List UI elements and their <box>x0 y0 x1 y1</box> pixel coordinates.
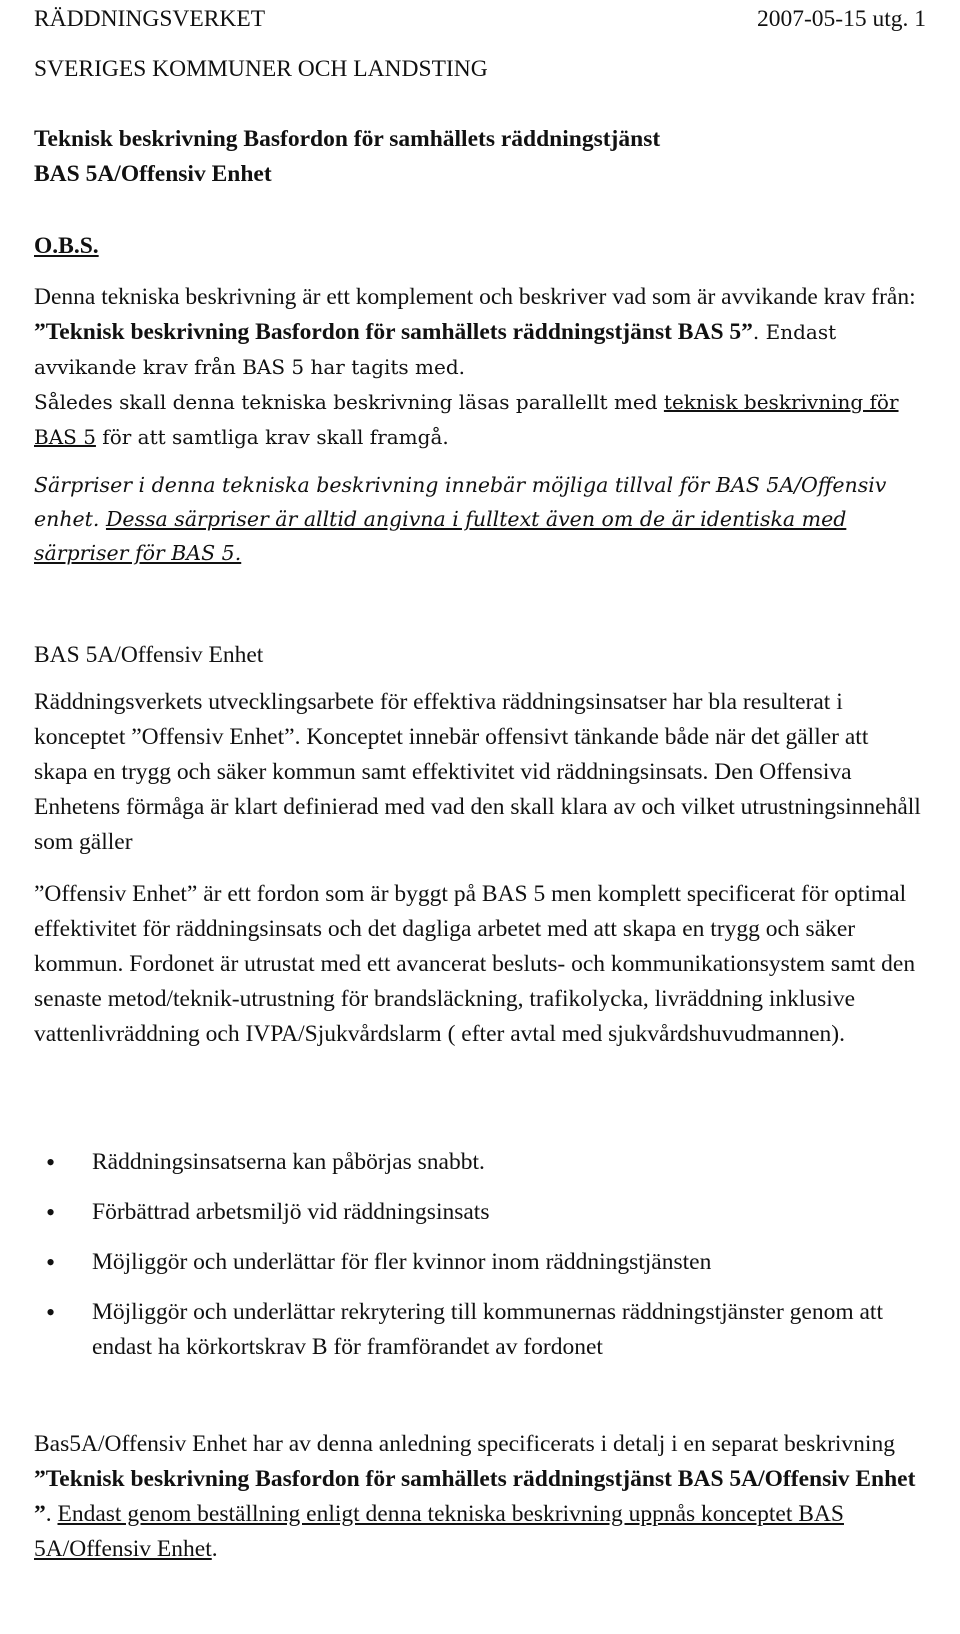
list-item <box>34 1145 926 1180</box>
section-paragraph-3 <box>34 1427 926 1567</box>
obs-paragraph-2 <box>34 385 926 455</box>
obs-p3-text: Särpriser i denna tekniska beskrivning innebär möjliga tillval för BAS 5A/Offensiv enhet. <box>34 473 887 531</box>
obs-p2-text: Således skall denna tekniska beskrivning läsas parallellt med <box>34 390 664 414</box>
list-item-text: Räddningsinsatserna kan påbörjas snabbt. <box>92 1149 485 1175</box>
benefits-list <box>34 1145 926 1380</box>
bullet-icon: • <box>46 1298 56 1327</box>
obs-paragraph-1 <box>34 280 926 385</box>
section-paragraph-2: ”Offensiv Enhet” är ett fordon som är byggt på BAS 5 men komplett specificerat för optimal effektivitet för räddningsinsats och det dagliga arbetet med att skapa en trygg och säker kommun. Fordonet är utrustat med ett avancerat besluts- och kommunikationsystem samt den senaste metod/teknik-utrustning för brandsläckning, trafikolycka, livräddning inklusive vattenlivräddning och IVPA/Sjukvårdslarm ( efter avtal med sjukvårdshuvudmannen). <box>34 881 916 1047</box>
list-item <box>34 1245 926 1280</box>
obs-paragraph-3 <box>34 468 926 570</box>
header-date: 2007-05-15 utg. 1 <box>756 6 926 32</box>
document-title <box>34 122 926 192</box>
obs-p1-bold: ”Teknisk beskrivning Basfordon för samhällets räddningstjänst BAS 5” <box>34 319 753 345</box>
list-item <box>34 1195 926 1230</box>
header-row <box>34 2 926 37</box>
p3-end: . <box>211 1536 218 1562</box>
p3-sep: . <box>45 1501 58 1527</box>
obs-p2-link: teknisk beskrivning för BAS 5 <box>34 390 899 449</box>
p3-text: Bas5A/Offensiv Enhet har av denna anledning specificerats i detalj i en separat beskrivning <box>34 1431 895 1457</box>
p3-underlined: Endast genom beställning enligt denna tekniska beskrivning uppnås konceptet BAS 5A/Offensiv Enhet <box>34 1501 844 1562</box>
obs-label-text: O.B.S. <box>34 233 99 259</box>
header-org: RÄDDNINGSVERKET <box>34 6 266 32</box>
obs-p3-underlined: Dessa särpriser är alltid angivna i fulltext även om de är identiska med särpriser för BAS 5. <box>34 507 847 565</box>
bullet-icon: • <box>46 1148 56 1177</box>
title-line-2: BAS 5A/Offensiv Enhet <box>34 161 272 187</box>
p3-bold-title: ”Teknisk beskrivning Basfordon för samhällets räddningstjänst BAS 5A/Offensiv Enhet ” <box>34 1466 916 1527</box>
list-item-text: Möjliggör och underlättar för fler kvinnor inom räddningstjänsten <box>92 1249 712 1275</box>
header-org-2: SVERIGES KOMMUNER OCH LANDSTING <box>34 56 488 82</box>
list-item <box>34 1295 926 1365</box>
obs-p2-tail: för att samtliga krav skall framgå. <box>95 425 449 449</box>
title-line-1: Teknisk beskrivning Basfordon för samhällets räddningstjänst <box>34 126 661 152</box>
obs-p1-tail: . Endast avvikande krav från BAS 5 har tagits med. <box>34 320 837 379</box>
section-heading: BAS 5A/Offensiv Enhet <box>34 642 264 668</box>
section-paragraph-1: Räddningsverkets utvecklingsarbete för effektiva räddningsinsatser har bla resulterat i konceptet ”Offensiv Enhet”. Konceptet innebär offensivt tänkande både när det gäller att skapa en trygg och säker kommun samt effektivitet vid räddningsinsats. Den Offensiva Enhetens förmåga är klart definierad med vad den skall klara av och vilket utrustningsinnehåll som gäller <box>34 689 921 855</box>
bullet-icon: • <box>46 1198 56 1227</box>
list-item-text: Förbättrad arbetsmiljö vid räddningsinsats <box>92 1199 490 1225</box>
obs-label <box>34 229 926 264</box>
list-item-text: Möjliggör och underlättar rekrytering till kommunernas räddningstjänster genom att endast ha körkortskrav B för framförandet av fordonet <box>92 1299 883 1360</box>
bullet-icon: • <box>46 1248 56 1277</box>
obs-p1-text: Denna tekniska beskrivning är ett komplement och beskriver vad som är avvikande krav från: <box>34 284 916 310</box>
